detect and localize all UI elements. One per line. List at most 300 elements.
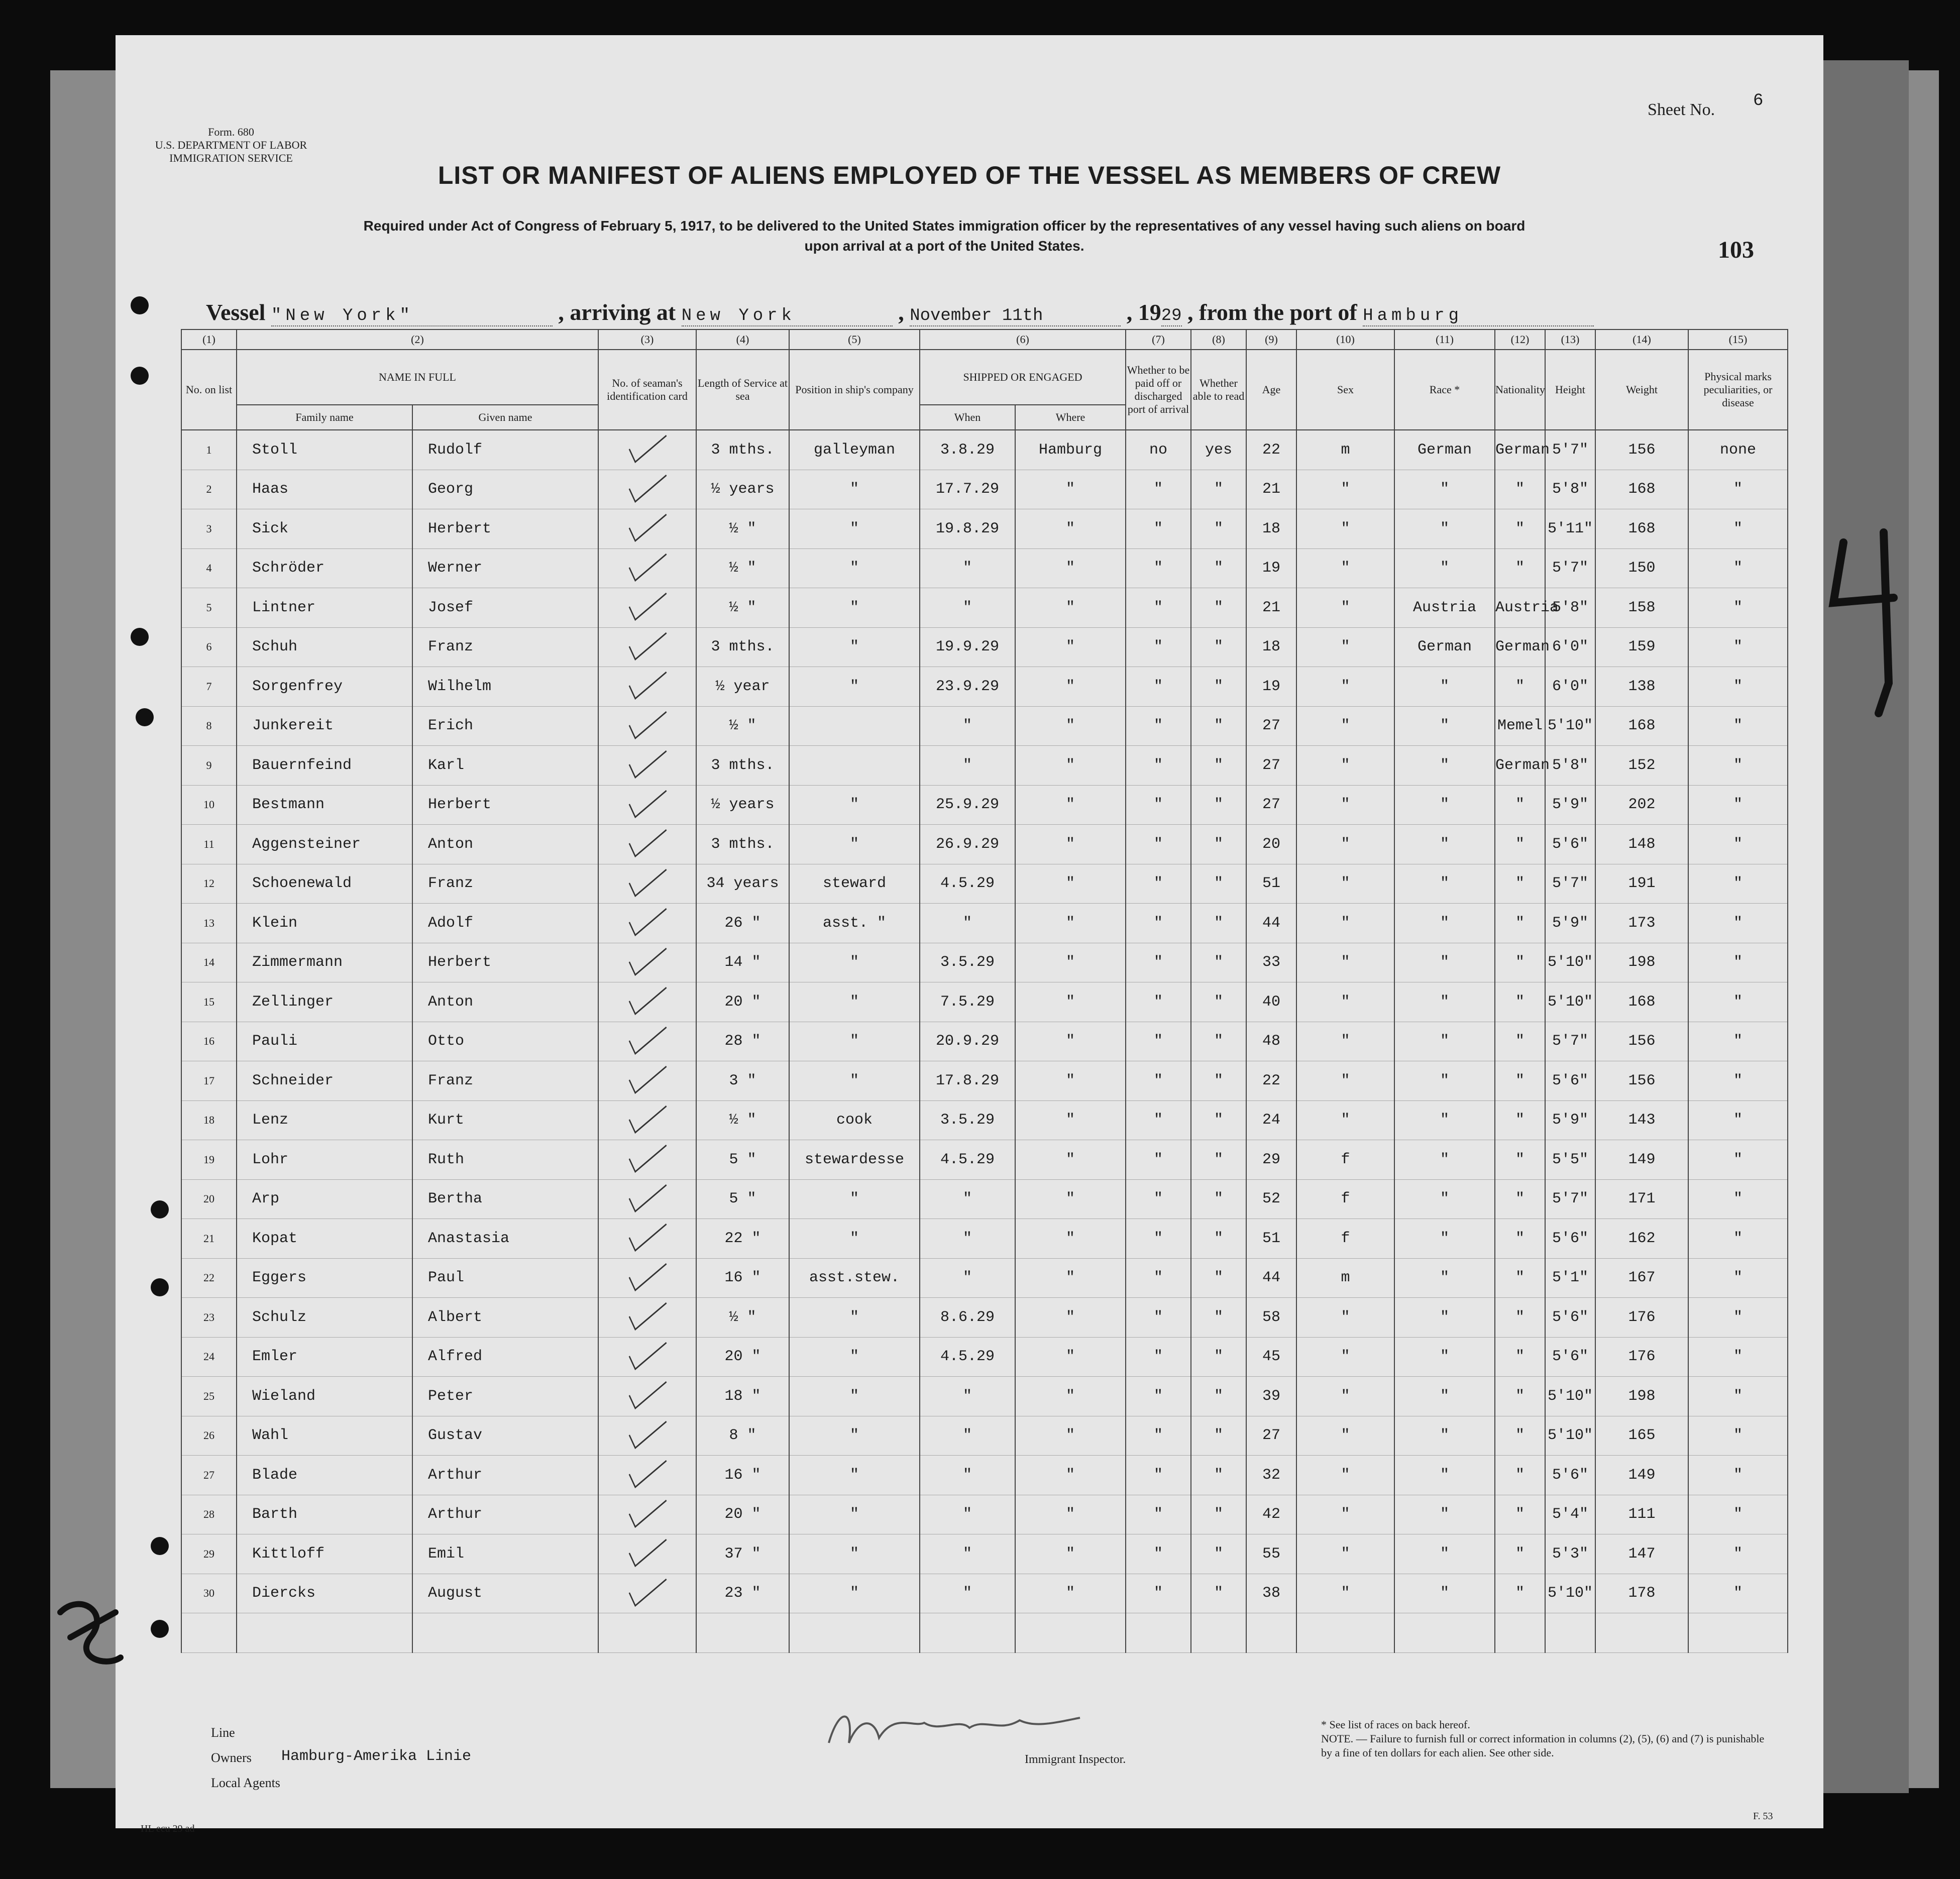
able-to-read: "	[1191, 1574, 1246, 1613]
id-card-cell	[598, 627, 696, 667]
able-to-read: "	[1191, 943, 1246, 982]
position: "	[789, 1574, 920, 1613]
paid-off: "	[1126, 1258, 1191, 1298]
height: 6'0"	[1545, 627, 1595, 667]
physical-marks: "	[1688, 1179, 1788, 1219]
vessel-label: Vessel	[206, 299, 266, 325]
col-num: (2)	[237, 329, 598, 350]
check-mark-icon	[626, 1577, 669, 1608]
sex: "	[1296, 1377, 1394, 1416]
check-mark-icon	[626, 1459, 669, 1490]
given-name: Peter	[412, 1377, 598, 1416]
table-row	[181, 785, 1788, 825]
empty-cell	[181, 1613, 237, 1653]
binder-hole	[131, 367, 149, 385]
sex: "	[1296, 706, 1394, 746]
family-name: Aggensteiner	[237, 825, 412, 864]
column-number-row	[181, 329, 1788, 350]
binder-hole	[136, 708, 154, 726]
given-name: Wilhelm	[412, 667, 598, 707]
row-number: 1	[181, 430, 237, 470]
id-card-cell	[598, 1495, 696, 1534]
sex: "	[1296, 1456, 1394, 1495]
shipped-where: "	[1015, 509, 1126, 549]
age: 42	[1246, 1495, 1296, 1534]
shipped-when: "	[920, 706, 1015, 746]
check-mark-icon	[626, 1025, 669, 1056]
age: 52	[1246, 1179, 1296, 1219]
check-mark-icon	[626, 473, 669, 504]
header-where: Where	[1015, 405, 1126, 430]
able-to-read: "	[1191, 1495, 1246, 1534]
age: 27	[1246, 1416, 1296, 1456]
race: "	[1394, 1534, 1495, 1574]
shipped-where: "	[1015, 904, 1126, 943]
row-number: 3	[181, 509, 237, 549]
age: 38	[1246, 1574, 1296, 1613]
family-name: Blade	[237, 1456, 412, 1495]
margin-handwritten-mark	[50, 1582, 131, 1683]
check-mark-icon	[626, 907, 669, 938]
given-name: Franz	[412, 864, 598, 904]
table-row	[181, 1377, 1788, 1416]
family-name: Stoll	[237, 430, 412, 470]
nationality: "	[1495, 1416, 1545, 1456]
row-number: 15	[181, 982, 237, 1022]
header-family-name: Family name	[237, 405, 412, 430]
id-card-cell	[598, 746, 696, 786]
nationality: "	[1495, 509, 1545, 549]
nationality: "	[1495, 1574, 1545, 1613]
family-name: Wieland	[237, 1377, 412, 1416]
age: 21	[1246, 470, 1296, 509]
given-name: Arthur	[412, 1456, 598, 1495]
paid-off: "	[1126, 746, 1191, 786]
paid-off: "	[1126, 667, 1191, 707]
race: "	[1394, 864, 1495, 904]
shipped-when: 23.9.29	[920, 667, 1015, 707]
length-of-service: 14 "	[696, 943, 789, 982]
shipped-where: "	[1015, 746, 1126, 786]
position: cook	[789, 1100, 920, 1140]
able-to-read: "	[1191, 785, 1246, 825]
weight: 149	[1595, 1456, 1688, 1495]
table-row	[181, 430, 1788, 470]
nationality: "	[1495, 1100, 1545, 1140]
check-mark-icon	[626, 1104, 669, 1135]
able-to-read: "	[1191, 864, 1246, 904]
nationality: "	[1495, 864, 1545, 904]
able-to-read: "	[1191, 588, 1246, 628]
shipped-where: "	[1015, 548, 1126, 588]
line-label: Line	[211, 1725, 235, 1740]
nationality: "	[1495, 943, 1545, 982]
able-to-read: "	[1191, 1219, 1246, 1259]
sex: "	[1296, 943, 1394, 982]
row-number: 18	[181, 1100, 237, 1140]
weight: 173	[1595, 904, 1688, 943]
length-of-service: ½ years	[696, 470, 789, 509]
age: 19	[1246, 667, 1296, 707]
position: "	[789, 667, 920, 707]
year-prefix: 19	[1138, 299, 1161, 325]
position: "	[789, 1298, 920, 1338]
nationality: "	[1495, 1456, 1545, 1495]
family-name: Emler	[237, 1337, 412, 1377]
table-row	[181, 1179, 1788, 1219]
nationality: "	[1495, 548, 1545, 588]
height: 5'11"	[1545, 509, 1595, 549]
race: German	[1394, 430, 1495, 470]
paid-off: "	[1126, 1337, 1191, 1377]
able-to-read: "	[1191, 1337, 1246, 1377]
shipped-where: "	[1015, 864, 1126, 904]
race: "	[1394, 1100, 1495, 1140]
length-of-service: 5 "	[696, 1179, 789, 1219]
weight: 198	[1595, 943, 1688, 982]
id-card-cell	[598, 1534, 696, 1574]
row-number: 19	[181, 1140, 237, 1180]
col-num: (6)	[920, 329, 1126, 350]
age: 29	[1246, 1140, 1296, 1180]
paid-off: "	[1126, 1456, 1191, 1495]
height: 5'10"	[1545, 1574, 1595, 1613]
table-row	[181, 1495, 1788, 1534]
race: "	[1394, 1061, 1495, 1101]
shipped-when: "	[920, 1534, 1015, 1574]
given-name: Bertha	[412, 1179, 598, 1219]
position: "	[789, 943, 920, 982]
position: "	[789, 1219, 920, 1259]
col-num: (15)	[1688, 329, 1788, 350]
shipped-when: "	[920, 1456, 1015, 1495]
position: "	[789, 1416, 920, 1456]
shipped-where: "	[1015, 785, 1126, 825]
family-name: Lintner	[237, 588, 412, 628]
header-when: When	[920, 405, 1015, 430]
shipped-where: "	[1015, 1377, 1126, 1416]
family-name: Sick	[237, 509, 412, 549]
shipped-where: "	[1015, 1061, 1126, 1101]
header-no-on-list: No. on list	[181, 350, 237, 430]
race: "	[1394, 706, 1495, 746]
check-mark-icon	[626, 1183, 669, 1214]
paid-off: "	[1126, 982, 1191, 1022]
family-name: Junkereit	[237, 706, 412, 746]
paid-off: "	[1126, 1298, 1191, 1338]
table-row	[181, 470, 1788, 509]
row-number: 16	[181, 1022, 237, 1061]
check-mark-icon	[626, 1419, 669, 1451]
family-name: Sorgenfrey	[237, 667, 412, 707]
given-name: Josef	[412, 588, 598, 628]
shipped-where: Hamburg	[1015, 430, 1126, 470]
height: 5'9"	[1545, 1100, 1595, 1140]
physical-marks: "	[1688, 470, 1788, 509]
position: "	[789, 1534, 920, 1574]
sex: "	[1296, 588, 1394, 628]
col-num: (5)	[789, 329, 920, 350]
given-name: Karl	[412, 746, 598, 786]
able-to-read: "	[1191, 706, 1246, 746]
shipped-when: "	[920, 1258, 1015, 1298]
id-card-cell	[598, 1416, 696, 1456]
age: 27	[1246, 785, 1296, 825]
age: 55	[1246, 1534, 1296, 1574]
header-height: Height	[1545, 350, 1595, 430]
weight: 149	[1595, 1140, 1688, 1180]
able-to-read: "	[1191, 1377, 1246, 1416]
length-of-service: 20 "	[696, 982, 789, 1022]
col-num: (10)	[1296, 329, 1394, 350]
shipped-where: "	[1015, 588, 1126, 628]
race: "	[1394, 943, 1495, 982]
nationality: Austria	[1495, 588, 1545, 628]
sex: m	[1296, 1258, 1394, 1298]
row-number: 8	[181, 706, 237, 746]
header-shipped: SHIPPED OR ENGAGED	[920, 350, 1126, 405]
header-name-in-full: NAME IN FULL	[237, 350, 598, 405]
family-name: Arp	[237, 1179, 412, 1219]
length-of-service: 16 "	[696, 1456, 789, 1495]
position: "	[789, 588, 920, 628]
races-note: * See list of races on back hereof.	[1321, 1718, 1470, 1731]
physical-marks: "	[1688, 1574, 1788, 1613]
age: 48	[1246, 1022, 1296, 1061]
family-name: Haas	[237, 470, 412, 509]
row-number: 24	[181, 1337, 237, 1377]
shipped-where: "	[1015, 470, 1126, 509]
check-mark-icon	[626, 1064, 669, 1095]
empty-cell	[1495, 1613, 1545, 1653]
sex: f	[1296, 1140, 1394, 1180]
check-mark-icon	[626, 433, 669, 465]
subtitle-line-2: upon arrival at a port of the United States.	[804, 238, 1084, 254]
paid-off: "	[1126, 1574, 1191, 1613]
sex: "	[1296, 509, 1394, 549]
age: 19	[1246, 548, 1296, 588]
printer-code: HL ecu 29 ad	[141, 1823, 195, 1834]
shipped-when: "	[920, 588, 1015, 628]
paid-off: "	[1126, 1495, 1191, 1534]
row-number: 10	[181, 785, 237, 825]
id-card-cell	[598, 1456, 696, 1495]
family-name: Wahl	[237, 1416, 412, 1456]
check-mark-icon	[626, 1380, 669, 1411]
given-name: Franz	[412, 627, 598, 667]
sex: "	[1296, 1100, 1394, 1140]
empty-cell	[920, 1613, 1015, 1653]
height: 5'8"	[1545, 470, 1595, 509]
able-to-read: "	[1191, 627, 1246, 667]
race: "	[1394, 1298, 1495, 1338]
paid-off: "	[1126, 588, 1191, 628]
sex: "	[1296, 982, 1394, 1022]
binder-hole	[131, 628, 149, 646]
table-row	[181, 1337, 1788, 1377]
length-of-service: ½ "	[696, 509, 789, 549]
shipped-where: "	[1015, 1219, 1126, 1259]
shipped-when: 3.5.29	[920, 1100, 1015, 1140]
age: 58	[1246, 1298, 1296, 1338]
empty-cell	[1394, 1613, 1495, 1653]
weight: 156	[1595, 430, 1688, 470]
check-mark-icon	[626, 985, 669, 1017]
row-number: 7	[181, 667, 237, 707]
empty-cell	[1688, 1613, 1788, 1653]
shipped-when: 7.5.29	[920, 982, 1015, 1022]
family-name: Klein	[237, 904, 412, 943]
shipped-when: 3.5.29	[920, 943, 1015, 982]
position: "	[789, 982, 920, 1022]
able-to-read: "	[1191, 1100, 1246, 1140]
paid-off: "	[1126, 1140, 1191, 1180]
header-paid-off: Whether to be paid off or discharged port of arrival	[1126, 350, 1191, 430]
table-row	[181, 864, 1788, 904]
age: 20	[1246, 825, 1296, 864]
weight: 171	[1595, 1179, 1688, 1219]
weight: 168	[1595, 509, 1688, 549]
sex: "	[1296, 825, 1394, 864]
sex: "	[1296, 1534, 1394, 1574]
check-mark-icon	[626, 631, 669, 662]
header-id-card: No. of seaman's identification card	[598, 350, 696, 430]
length-of-service: 18 "	[696, 1377, 789, 1416]
shipped-where: "	[1015, 1534, 1126, 1574]
shipped-when: "	[920, 1574, 1015, 1613]
header-row	[181, 350, 1788, 405]
check-mark-icon	[626, 1537, 669, 1569]
shipped-where: "	[1015, 1258, 1126, 1298]
col-num: (14)	[1595, 329, 1688, 350]
col-num: (8)	[1191, 329, 1246, 350]
family-name: Bestmann	[237, 785, 412, 825]
id-card-cell	[598, 430, 696, 470]
given-name: Franz	[412, 1061, 598, 1101]
height: 5'6"	[1545, 1456, 1595, 1495]
paid-off: "	[1126, 1061, 1191, 1101]
able-to-read: "	[1191, 1456, 1246, 1495]
height: 5'7"	[1545, 864, 1595, 904]
physical-marks: "	[1688, 864, 1788, 904]
nationality: "	[1495, 1179, 1545, 1219]
nationality: "	[1495, 667, 1545, 707]
family-name: Eggers	[237, 1258, 412, 1298]
height: 5'6"	[1545, 1061, 1595, 1101]
weight: 158	[1595, 588, 1688, 628]
height: 5'10"	[1545, 982, 1595, 1022]
able-to-read: "	[1191, 509, 1246, 549]
page-subtitle	[216, 216, 1673, 256]
row-number: 5	[181, 588, 237, 628]
shipped-where: "	[1015, 1456, 1126, 1495]
col-num: (13)	[1545, 329, 1595, 350]
table-row	[181, 1219, 1788, 1259]
height: 5'10"	[1545, 943, 1595, 982]
able-to-read: "	[1191, 825, 1246, 864]
row-number: 20	[181, 1179, 237, 1219]
family-name: Bauernfeind	[237, 746, 412, 786]
length-of-service: ½ "	[696, 1298, 789, 1338]
age: 39	[1246, 1377, 1296, 1416]
height: 5'6"	[1545, 1298, 1595, 1338]
physical-marks: "	[1688, 1416, 1788, 1456]
empty-cell	[1191, 1613, 1246, 1653]
id-card-cell	[598, 1298, 696, 1338]
able-to-read: "	[1191, 470, 1246, 509]
paid-off: "	[1126, 706, 1191, 746]
row-number: 22	[181, 1258, 237, 1298]
length-of-service: 26 "	[696, 904, 789, 943]
row-number: 26	[181, 1416, 237, 1456]
service-name: IMMIGRATION SERVICE	[169, 152, 293, 164]
paid-off: "	[1126, 509, 1191, 549]
col-num: (3)	[598, 329, 696, 350]
check-mark-icon	[626, 1301, 669, 1332]
physical-marks: "	[1688, 1219, 1788, 1259]
owners-value: Hamburg-Amerika Linie	[281, 1748, 472, 1765]
position: "	[789, 470, 920, 509]
able-to-read: "	[1191, 904, 1246, 943]
vessel-name: "New York"	[271, 306, 553, 326]
check-mark-icon	[626, 591, 669, 622]
check-mark-icon	[626, 749, 669, 780]
length-of-service: 20 "	[696, 1495, 789, 1534]
id-card-cell	[598, 1574, 696, 1613]
physical-marks: "	[1688, 825, 1788, 864]
paid-off: "	[1126, 1100, 1191, 1140]
id-card-cell	[598, 943, 696, 982]
able-to-read: "	[1191, 1258, 1246, 1298]
table-row	[181, 1258, 1788, 1298]
check-mark-icon	[626, 789, 669, 820]
race: "	[1394, 904, 1495, 943]
arriving-port: New York	[682, 306, 893, 326]
length-of-service: 28 "	[696, 1022, 789, 1061]
header-able-read: Whether able to read	[1191, 350, 1246, 430]
check-mark-icon	[626, 512, 669, 543]
shipped-when: 4.5.29	[920, 1337, 1015, 1377]
position: "	[789, 1456, 920, 1495]
given-name: Georg	[412, 470, 598, 509]
sex: "	[1296, 1337, 1394, 1377]
id-card-cell	[598, 1022, 696, 1061]
given-name: Emil	[412, 1534, 598, 1574]
paid-off: "	[1126, 548, 1191, 588]
sex: "	[1296, 864, 1394, 904]
id-card-cell	[598, 1377, 696, 1416]
weight: 111	[1595, 1495, 1688, 1534]
weight: 191	[1595, 864, 1688, 904]
nationality: "	[1495, 785, 1545, 825]
margin-handwritten-mark	[1828, 522, 1909, 733]
length-of-service: 16 "	[696, 1258, 789, 1298]
given-name: Anastasia	[412, 1219, 598, 1259]
race: "	[1394, 746, 1495, 786]
age: 44	[1246, 904, 1296, 943]
shipped-when: "	[920, 1495, 1015, 1534]
stamp-number: 103	[1718, 237, 1754, 263]
header-physical-marks: Physical marks peculiarities, or disease	[1688, 350, 1788, 430]
length-of-service: 3 mths.	[696, 825, 789, 864]
given-name: Otto	[412, 1022, 598, 1061]
family-name: Schneider	[237, 1061, 412, 1101]
paid-off: "	[1126, 1377, 1191, 1416]
position: asst. "	[789, 904, 920, 943]
length-of-service: 3 "	[696, 1061, 789, 1101]
position: galleyman	[789, 430, 920, 470]
header-length-service: Length of Service at sea	[696, 350, 789, 430]
